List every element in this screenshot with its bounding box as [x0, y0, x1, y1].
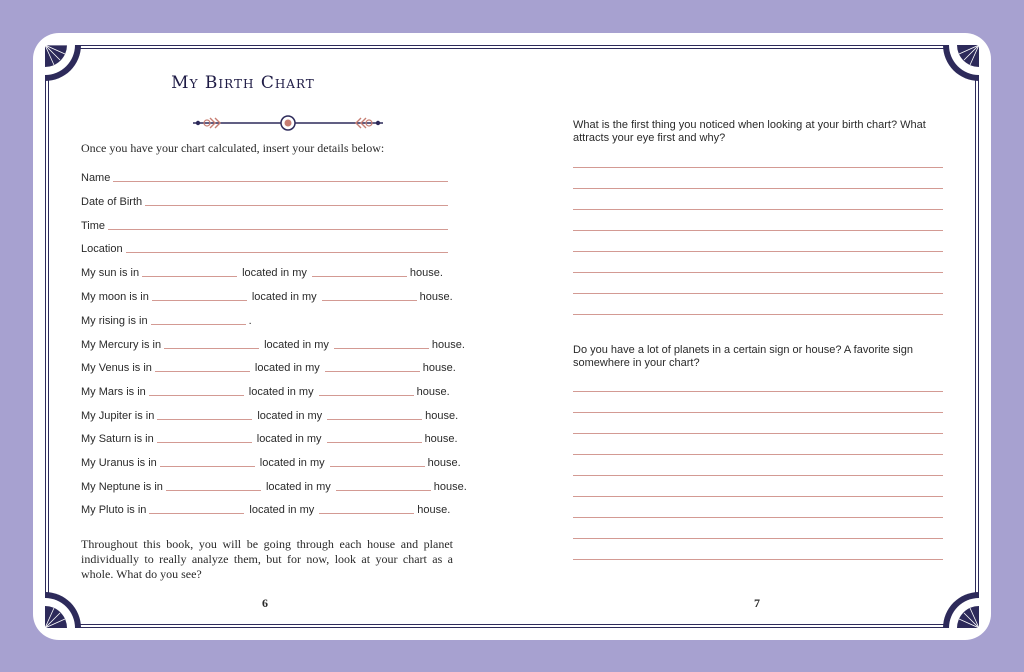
sign-blank[interactable]	[160, 466, 255, 467]
writing-line[interactable]	[573, 209, 943, 210]
corner-ornament-icon	[45, 592, 81, 628]
placement-middle: located in my	[254, 362, 320, 374]
writing-line[interactable]	[573, 433, 943, 434]
placement-row-rising	[81, 311, 252, 327]
placement-suffix: house.	[416, 386, 450, 398]
house-blank[interactable]	[319, 513, 414, 514]
house-blank[interactable]	[312, 276, 407, 277]
writing-line[interactable]	[573, 272, 943, 273]
writing-line[interactable]	[573, 314, 943, 315]
writing-line[interactable]	[573, 454, 943, 455]
placement-prefix: My moon is in	[81, 291, 149, 303]
sign-blank[interactable]	[157, 442, 252, 443]
house-blank[interactable]	[334, 348, 429, 349]
placement-prefix: My sun is in	[81, 267, 140, 279]
writing-line[interactable]	[573, 188, 943, 189]
placement-middle: located in my	[256, 433, 322, 445]
writing-line[interactable]	[573, 475, 943, 476]
writing-line[interactable]	[573, 391, 943, 392]
field-label: Date of Birth	[81, 196, 143, 208]
writing-line[interactable]	[573, 538, 943, 539]
writing-line[interactable]	[573, 167, 943, 168]
page-number-right: 7	[754, 596, 760, 610]
placement-prefix: My Mars is in	[81, 386, 146, 398]
placement-row-venus	[81, 358, 456, 374]
house-blank[interactable]	[319, 395, 414, 396]
sign-blank[interactable]	[151, 324, 246, 325]
placement-suffix: house.	[427, 457, 461, 469]
blank-line	[126, 252, 448, 253]
field-label: Location	[81, 243, 123, 255]
field-label: Name	[81, 172, 111, 184]
sign-blank[interactable]	[142, 276, 237, 277]
placement-middle: located in my	[242, 267, 307, 279]
placement-middle: located in my	[264, 339, 329, 351]
writing-line[interactable]	[573, 496, 943, 497]
placement-suffix: house.	[417, 504, 451, 516]
placement-prefix: My Pluto is in	[81, 504, 147, 516]
placement-suffix: house.	[425, 410, 459, 422]
placement-prefix: My Saturn is in	[81, 433, 154, 445]
placement-middle: located in my	[259, 457, 325, 469]
sign-blank[interactable]	[149, 395, 244, 396]
placement-prefix: My rising is in	[81, 315, 148, 327]
writing-line[interactable]	[573, 559, 943, 560]
house-blank[interactable]	[322, 300, 417, 301]
divider-ornament-icon	[193, 110, 383, 136]
house-blank[interactable]	[327, 419, 422, 420]
corner-ornament-icon	[943, 45, 979, 81]
corner-ornament-icon	[943, 592, 979, 628]
intro-text: Once you have your chart calculated, insert your details below:	[81, 141, 385, 155]
name-field[interactable]	[81, 168, 448, 184]
sign-blank[interactable]	[152, 300, 247, 301]
placement-row-pluto	[81, 500, 450, 516]
page-title: My Birth Chart	[171, 73, 315, 93]
placement-prefix: My Neptune is in	[81, 481, 163, 493]
blank-line	[113, 181, 448, 182]
sign-blank[interactable]	[157, 419, 252, 420]
time-field[interactable]	[81, 216, 448, 232]
blank-line	[145, 205, 448, 206]
field-label: Time	[81, 220, 106, 232]
placement-suffix: house.	[431, 339, 465, 351]
placement-suffix: house.	[409, 267, 443, 279]
placement-suffix: house.	[422, 362, 456, 374]
placement-prefix: My Venus is in	[81, 362, 152, 374]
writing-line[interactable]	[573, 293, 943, 294]
placement-row-moon	[81, 287, 453, 303]
blank-line	[108, 229, 448, 230]
placement-row-saturn	[81, 429, 458, 445]
placement-row-neptune	[81, 477, 467, 493]
placement-row-sun	[81, 263, 443, 279]
placement-middle: located in my	[265, 481, 331, 493]
placement-suffix: house.	[424, 433, 458, 445]
writing-line[interactable]	[573, 412, 943, 413]
house-blank[interactable]	[325, 371, 420, 372]
writing-line[interactable]	[573, 251, 943, 252]
writing-line[interactable]	[573, 230, 943, 231]
sign-blank[interactable]	[166, 490, 261, 491]
sign-blank[interactable]	[155, 371, 250, 372]
question-planets-in-sign: Do you have a lot of planets in a certain sign or house? A favorite sign somewhere in your chart?	[573, 344, 913, 369]
question-first-noticed: What is the first thing you noticed when looking at your birth chart? What attracts your eye first and why?	[573, 119, 926, 144]
date-of-birth-field[interactable]	[81, 192, 448, 208]
placement-row-mars	[81, 382, 450, 398]
placement-middle: located in my	[249, 504, 315, 516]
placement-prefix: My Uranus is in	[81, 457, 157, 469]
house-blank[interactable]	[330, 466, 425, 467]
writing-line[interactable]	[573, 517, 943, 518]
placement-row-mercury	[81, 335, 465, 351]
placement-middle: located in my	[251, 291, 317, 303]
page-number-left: 6	[262, 596, 268, 610]
placement-middle: located in my	[248, 386, 314, 398]
sign-blank[interactable]	[149, 513, 244, 514]
placement-prefix: My Mercury is in	[81, 339, 162, 351]
house-blank[interactable]	[336, 490, 431, 491]
closing-paragraph: Throughout this book, you will be going through each house and planet individually to really analyze them, but for now, look at your chart as a whole. What do you see?	[81, 537, 453, 581]
sign-blank[interactable]	[164, 348, 259, 349]
house-blank[interactable]	[327, 442, 422, 443]
placement-row-uranus	[81, 453, 461, 469]
placement-suffix: house.	[433, 481, 467, 493]
placement-row-jupiter	[81, 406, 458, 422]
placement-prefix: My Jupiter is in	[81, 410, 155, 422]
placement-suffix: .	[248, 315, 252, 327]
location-field[interactable]	[81, 239, 448, 255]
placement-suffix: house.	[419, 291, 453, 303]
placement-middle: located in my	[257, 410, 323, 422]
